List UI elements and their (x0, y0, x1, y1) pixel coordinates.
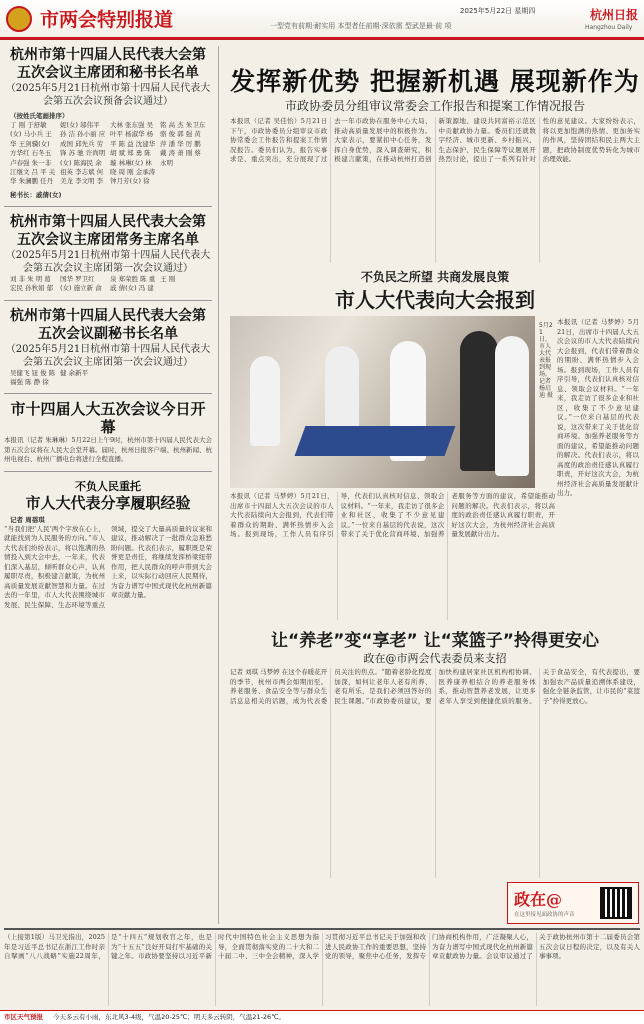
report-body-side: 本报讯（记者 马梦婷）5月21日，出席市十四届人大五次会议的市人大代表陆续向大会报到，代表们带着群众的期盼、满怀热情步入会场。报到现场，工作人员有序引导，代表们认真核对信息、领取会议材料。“一年来，我走访了很多企业和社区，收集了不少意见建议。”一位来自基层的代表说，这次带来了关于优化营商环境、加强养老服务等方面的建议，希望能推动问题的解决。代表们表示，将以高度的政治责任感认真履行职责，开好这次大会，为杭州经济社会高质量发展献计出力。 (557, 318, 639, 497)
emblem-icon (6, 6, 32, 32)
secretary-general: 秘书长：戚倩(女) (10, 190, 62, 199)
photo-caption: 5月21日，市人大代表报到现场。记者 杨启迪 摄 (539, 322, 553, 399)
weather-footer (0, 1010, 644, 1024)
presidium-subhead: （2025年5月21日杭州市第十四届人民代表大会第五次会议预备会议通过） (5, 83, 211, 107)
presidium-names: 丁 刚 于舒敏(女) 马小兵 王 华 王剑骥(女) 方华红 石冬玉 卢春强 朱一非 江继文 吕 平 关 华 朱澜鹏 任丹妮(女) 邬伟平 孙 洁 孙小丽 应成国 邱先兵 劳 锋 苏 驰 许尚明(女) 陈海民 余祖英 李志斌 何美龙 李文明 李大林 张东强 吴叶平 杨淑华 杨 平 陈 益 沈建华 胡 斌 郑 勇 陈 璇 林琳(女) 林 晓 周 刚 金承涛 钟月芳(女) 徐 铭 高 杰 朱卫东 骆 俊 郭 强 黄 萍 潘 华 厉 鹏 戴 涛 萧 刚 蔡永明 (10, 121, 206, 186)
divider (4, 206, 212, 207)
cppcc-article-body: 本报讯（记者 吴佳怡）5月21日下午，市政协委员分组审议市政协常委会工作报告和提案工作情况报告。委员们认为，报告实事求是、重点突出，充分展现了过去一年市政协在服务中心大局、推动高质量发展中的积极作为。大家表示，要紧扣中心任务，发挥自身优势，深入调查研究，积极建言献策，在推动杭州打造创新策源地、建设共同富裕示范区中贡献政协力量。委员们还就数字经济、城市更新、乡村振兴、生态保护、民生保障等议题展开热烈讨论，提出了一系列有针对性的意见建议。大家纷纷表示，将以更加饱满的热情、更加务实的作风，坚持团结和民主两大主题，把政协制度优势转化为城市治理效能。 (230, 117, 640, 163)
opening-body: 本报讯（记者 朱琳琳）5月22日上午9时，杭州市第十四届人民代表大会第五次会议将在人民大会堂开幕。届时，杭州日报客户端、杭州新闻、杭州电视台、杭州广播电台将进行全程直播。 (4, 436, 212, 464)
presidium-headline: 杭州市第十四届人民代表大会第五次会议主席团和秘书长名单 (10, 47, 206, 81)
executive-chairs-names: 刘 非 朱 明 葛宏民 孙秋娟 郁国华 罗卫红(女) 施立新 俞 泉 郑荣胜 陈 重 戚 倩(女) 冯 建 王 刚 (10, 274, 176, 293)
elderly-care-body: 记者 刘琪 马梦婷 在这个春暖花开的季节，杭州市两会如期而至。养老服务、食品安全等与群众生活息息相关的话题，成为代表委员关注的焦点。“随着老龄化程度加深，如何让老年人老有所养、老有所乐，是我们必须回答好的民生课题。”市政协委员建议，要加快构建居家社区机构相协调、医养康养相结合的养老服务体系，推动智慧养老发展，让更多老年人享受到便捷优质的服务。关于食品安全，有代表提出，要加强农产品质量追溯体系建设，强化全链条监管，让市民的“菜篮子”拎得更放心。 (230, 668, 640, 705)
registration-photo (230, 316, 535, 488)
experience-body: “当我们把‘人民’两个字放在心上，就能找到为人民服务的方向。”市人大代表们纷纷表示，将以饱满的热情投入到大会中去，一年来，代表们深入基层，倾听群众心声，认真履职尽责，积极建言献策，为杭州高质量发展贡献智慧和力量。在过去的一年里，市人大代表围绕城市发展、民生保障、生态环境等重点领域，提交了大量高质量的议案和建议，推动解决了一批群众急难愁盼问题。代表们表示，履职既是荣誉更是责任，将继续发挥桥梁纽带作用，把人民群众的呼声带到大会上来，以实际行动回应人民期待，为奋力谱写中国式现代化杭州新篇章贡献力量。 (4, 524, 212, 609)
divider (4, 393, 212, 394)
promo-title: 政在@ (514, 890, 563, 909)
report-kicker: 不负民之所望 共商发展良策 (360, 270, 510, 284)
column-divider (218, 46, 219, 924)
newspaper-logo-en: Hangzhou Daily (585, 24, 633, 31)
left-column (4, 46, 212, 825)
person-figure (250, 356, 280, 446)
person-figure (460, 331, 498, 471)
sort-note: （按姓氏笔画排序） (10, 112, 69, 120)
person-figure (495, 336, 529, 476)
registration-table (295, 426, 456, 456)
main-subheadline: 市政协委员分组审议常委会工作报告和提案工作情况报告 (284, 99, 585, 113)
section-title: 市两会特别报道 (40, 9, 174, 31)
elderly-care-headline: 让“养老”变“享老” 让“菜篮子”拎得更安心 (271, 631, 599, 651)
experience-kicker: 不负人民重托 (75, 479, 141, 493)
report-body: 本报讯（记者 马梦婷）5月21日，出席市十四届人大五次会议的市人大代表陆续向大会报到，代表们带着群众的期盼、满怀热情步入会场。报到现场，工作人员有序引导，代表们认真核对信息、领取会议材料。“一年来，我走访了很多企业和社区，收集了不少意见建议。”一位来自基层的代表说，这次带来了关于优化营商环境、加强养老服务等方面的建议，希望能推动问题的解决。代表们表示，将以高度的政治责任感认真履行职责，开好这次大会，为杭州经济社会高质量发展献计出力。 (230, 492, 555, 538)
elderly-care-subhead: 政在@市两会代表委员来支招 (363, 652, 507, 665)
promo-subtitle: 在这里接见面政协的声音 (514, 912, 575, 918)
main-headline: 发挥新优势 把握新机遇 展现新作为 (230, 67, 640, 96)
executive-chairs-headline: 杭州市第十四届人民代表大会第五次会议主席团常务主席名单 (10, 213, 206, 248)
executive-chairs-subhead: （2025年5月21日杭州市第十四届人民代表大会第五次会议主席团第一次会议通过） (5, 249, 211, 274)
weather-text: 今天多云有小雨，东北风3-4级，气温20-25℃；明天多云转阴，气温21-26℃。 (53, 1013, 285, 1021)
header-slogan: 一型党有前期·耐实用 本型者任前期·深依需 型武是最·前 项 (270, 22, 452, 30)
weather-label: 市区天气预报 (4, 1013, 43, 1021)
divider (4, 471, 212, 472)
divider (4, 300, 212, 301)
qr-code-icon (600, 887, 632, 919)
deputy-secretaries-names: 吴健飞 钮 俊 陈福强 陈 静 徐 健 余新平 (10, 368, 89, 387)
continued-article: （上接第1版）马卫光指出，2025年是习近平总书记在浙江工作时亲自擘画“八八战略”实施22周年，是“十四五”规划收官之年，也是为“十五五”良好开局打牢基础的关键之年。市政协要坚持以习近平新时代中国特色社会主义思想为指导，全面贯彻落实党的二十大和二十届二中、三中全会精神，深入学习贯彻习近平总书记关于加强和改进人民政协工作的重要思想，坚持党的领导，聚焦中心任务，发挥专门协商机构作用，广泛凝聚人心，为奋力谱写中国式现代化杭州新篇章贡献政协力量。会议审议通过了关于政协杭州市第十二届委员会第五次会议日程的决定，以及有关人事事项。 (4, 928, 640, 1006)
deputy-secretaries-headline: 杭州市第十四届人民代表大会第五次会议副秘书长名单 (10, 307, 206, 342)
page-header (0, 0, 644, 40)
zhengzai-promo (507, 882, 639, 924)
experience-byline: 记者 周蓓琪 (10, 515, 45, 524)
issue-date: 2025年5月22日 星期四 (460, 7, 536, 15)
experience-headline: 市人大代表分享履职经验 (25, 493, 191, 512)
newspaper-logo: 杭州日报 (590, 8, 639, 22)
deputy-secretaries-subhead: （2025年5月21日杭州市第十四届人民代表大会第五次会议主席团第一次会议通过） (5, 343, 211, 368)
opening-headline: 市十四届人大五次会议今日开幕 (10, 400, 206, 437)
report-headline: 市人大代表向大会报到 (335, 288, 535, 312)
